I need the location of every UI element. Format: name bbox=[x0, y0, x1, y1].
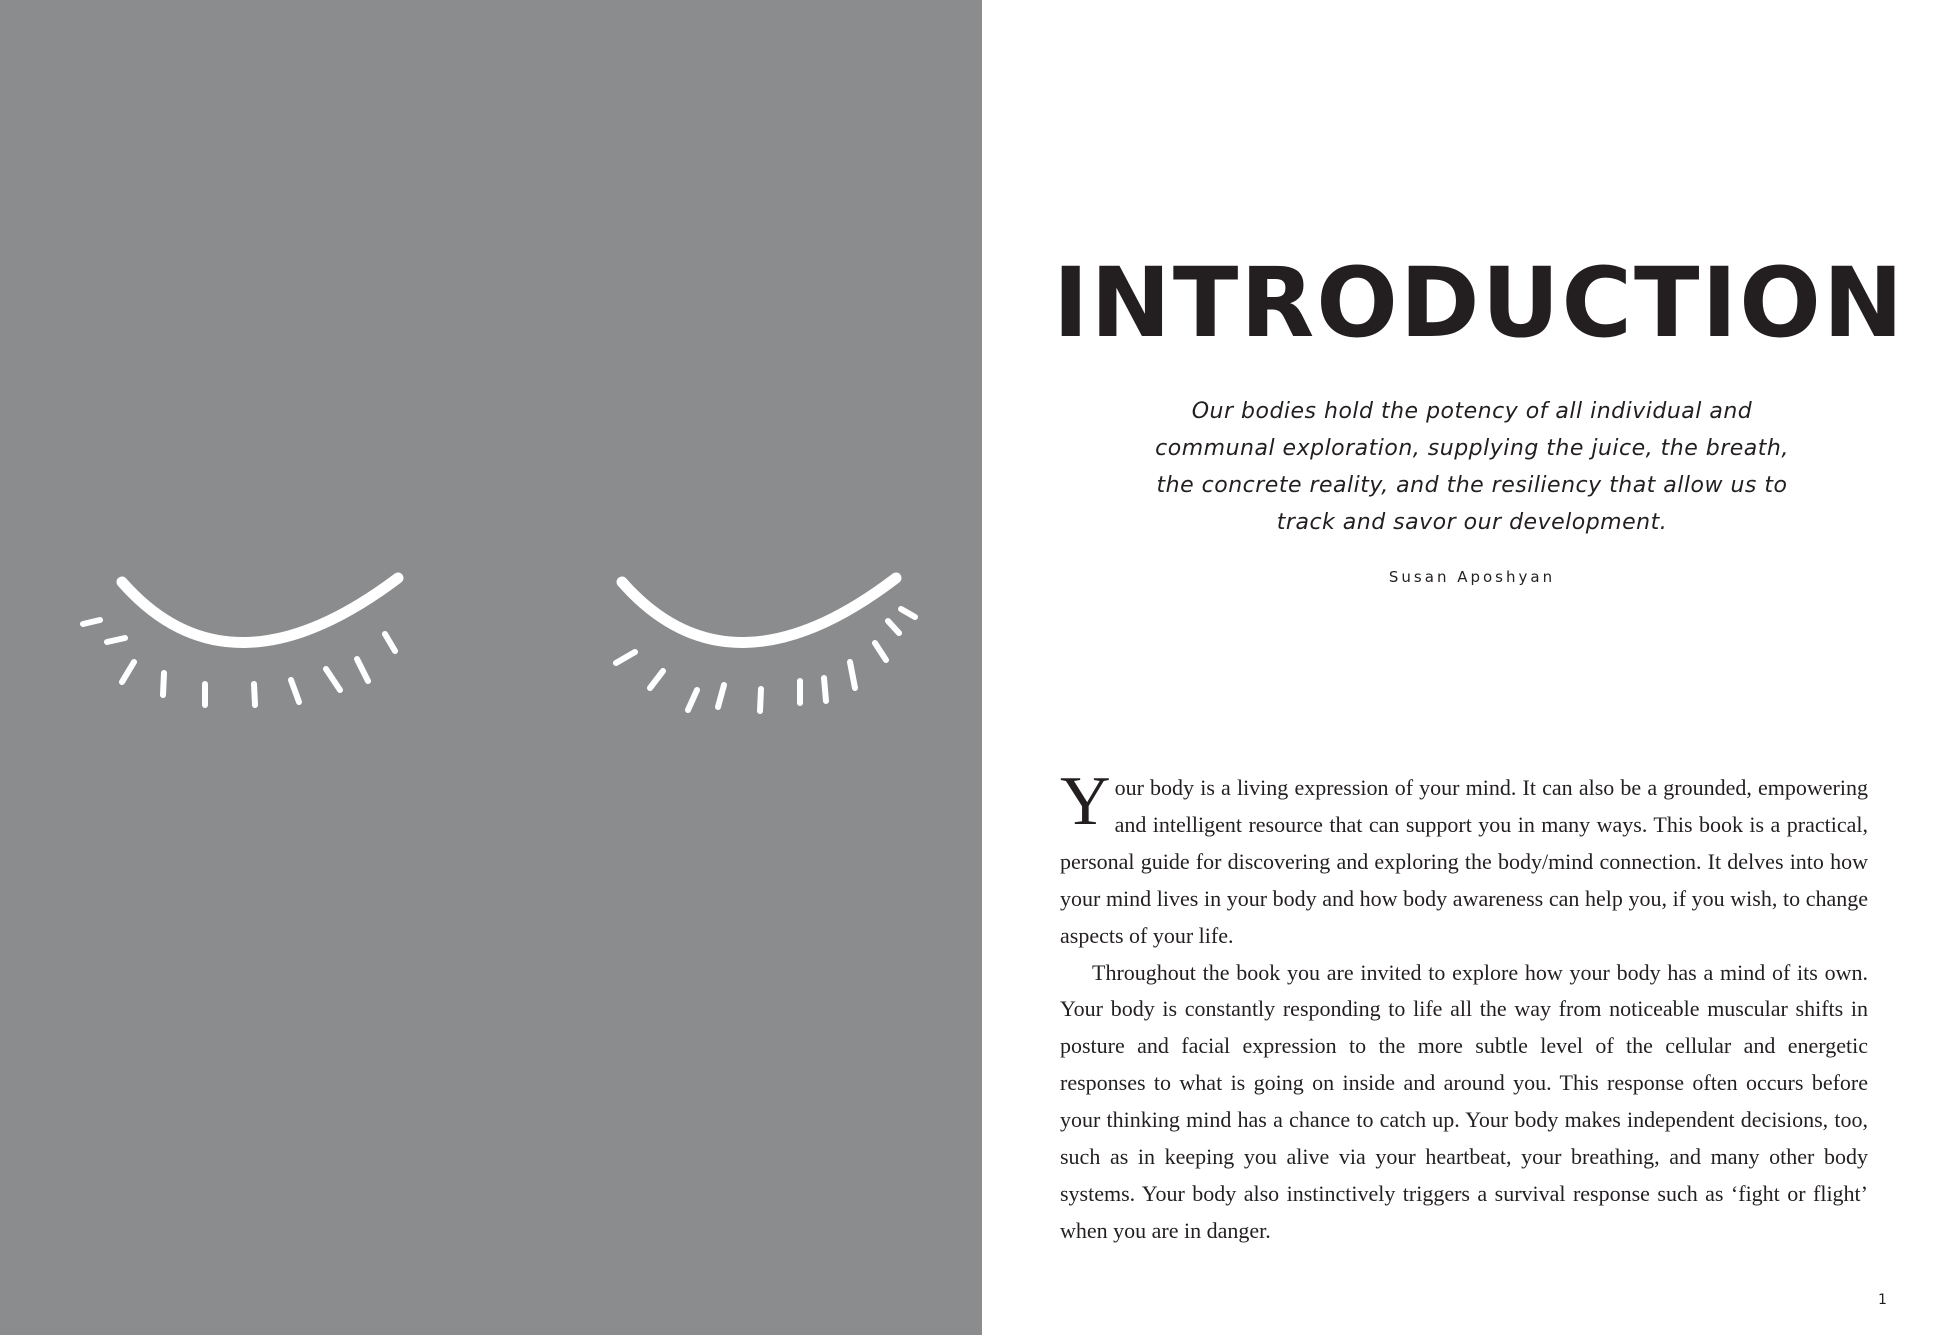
paragraph-1-text: our body is a living expression of your mind. It can also be a grounded, empowering and intelligent resource that can support you in many ways. This book is a practical, personal guide for discovering and exploring the body/mind connection. It delves into how your mind lives in your body and how body awareness can help you, if you wish, to change aspects of your life. bbox=[1060, 775, 1868, 948]
text-page bbox=[982, 0, 1946, 1335]
right-eyelid bbox=[622, 578, 896, 643]
body-text bbox=[1060, 763, 1868, 1250]
page-number: 1 bbox=[1878, 1292, 1887, 1308]
left-eyelashes bbox=[83, 620, 395, 705]
paragraph-1 bbox=[1060, 763, 1868, 955]
epigraph-quote bbox=[1132, 393, 1812, 541]
left-eyelid bbox=[122, 578, 398, 643]
page-title: INTRODUCTION bbox=[1052, 247, 1906, 359]
drop-cap: Y bbox=[1060, 763, 1111, 840]
epigraph-line: communal exploration, supplying the juice, the breath, bbox=[1155, 436, 1789, 461]
epigraph-author: Susan Aposhyan bbox=[1388, 568, 1556, 586]
epigraph-line: track and savor our development. bbox=[1276, 510, 1668, 535]
epigraph-line: Our bodies hold the potency of all individual and bbox=[1191, 399, 1753, 424]
right-eyelashes bbox=[616, 609, 915, 711]
epigraph-line: the concrete reality, and the resiliency that allow us to bbox=[1156, 473, 1788, 498]
paragraph-2: Throughout the book you are invited to explore how your body has a mind of its own. Your body is constantly responding to life all the way from noticeable muscular shifts in posture and facial expression to the more subtle level of the cellular and energetic responses to what is going on inside and around you. This response often occurs before your thinking mind has a chance to catch up. Your body makes independent decisions, too, such as in keeping you alive via your heartbeat, your breathing, and many other body systems. Your body also instinctively triggers a survival response such as ‘fight or flight’ when you are in danger. bbox=[1060, 959, 1868, 1243]
